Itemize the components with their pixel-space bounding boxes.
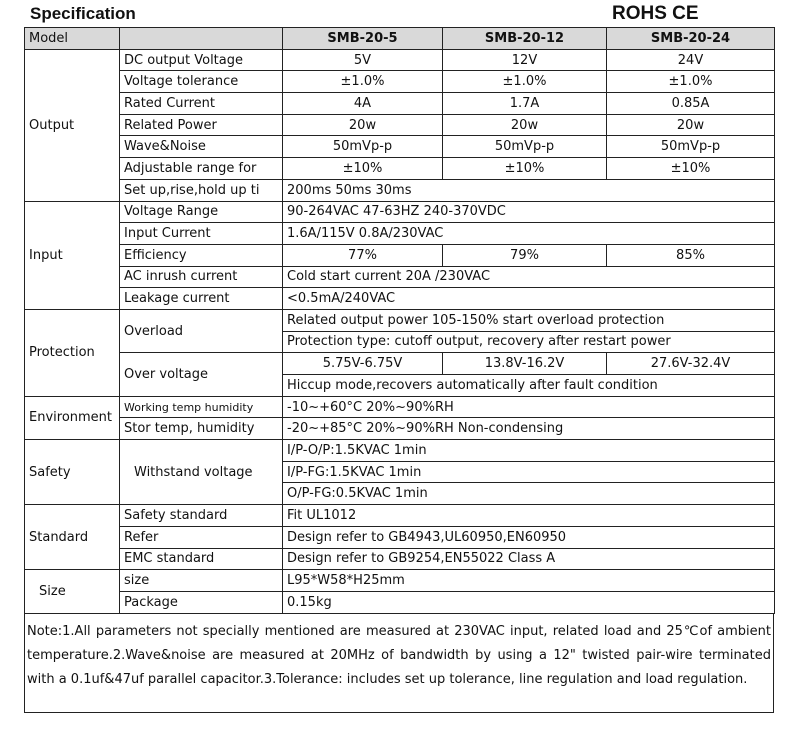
param-value: 200ms 50ms 30ms [283,179,775,201]
param-value: 0.85A [607,93,775,115]
param-value: 5.75V-6.75V [283,353,443,375]
table-row [25,570,775,592]
param-value: 77% [283,244,443,266]
param-value: Design refer to GB4943,UL60950,EN60950 [283,526,775,548]
notes: Note:1.All parameters not specially mentioned are measured at 230VAC input, related load and 25℃of ambient temperature.2.Wave&noise are measured at 20MHz of bandwidth by using a 12" twisted pair-wire terminated with a 0.1uf&47uf parallel capacitor.3.Tolerance: includes set up tolerance, line regulation and load regulation. [24,614,774,713]
table-row [25,93,775,115]
param-value: ±10% [283,158,443,180]
param-value: L95*W58*H25mm [283,570,775,592]
category-safety: Safety [25,440,120,505]
param-label: Working temp humidity [120,396,283,418]
table-row [25,309,775,331]
param-label: Stor temp, humidity [120,418,283,440]
param-label: Voltage tolerance [120,71,283,93]
param-label: EMC standard [120,548,283,570]
table-row [25,201,775,223]
table-row [25,136,775,158]
param-value: 20w [283,114,443,136]
param-label: Safety standard [120,505,283,527]
model-header: Model [25,28,120,50]
param-label: DC output Voltage [120,49,283,71]
param-label: AC inrush current [120,266,283,288]
category-size: Size [25,570,120,613]
table-row [25,548,775,570]
specification-table [24,27,775,614]
model-name: SMB-20-12 [443,28,607,50]
param-label: Refer [120,526,283,548]
table-row [25,49,775,71]
table-row [25,179,775,201]
param-label: Wave&Noise [120,136,283,158]
param-value: 50mVp-p [283,136,443,158]
table-row [25,440,775,462]
param-label: Input Current [120,223,283,245]
model-name: SMB-20-5 [283,28,443,50]
param-value: 24V [607,49,775,71]
param-label: Related Power [120,114,283,136]
table-row [25,158,775,180]
param-label: Over voltage [120,353,283,396]
param-label: Rated Current [120,93,283,115]
param-label: Adjustable range for [120,158,283,180]
param-value: O/P-FG:0.5KVAC 1min [283,483,775,505]
table-row [25,526,775,548]
param-value: 4A [283,93,443,115]
param-value: 90-264VAC 47-63HZ 240-370VDC [283,201,775,223]
param-value: Hiccup mode,recovers automatically after fault condition [283,375,775,397]
model-name: SMB-20-24 [607,28,775,50]
table-row [25,244,775,266]
param-value: -20~+85°C 20%~90%RH Non-condensing [283,418,775,440]
param-value: Cold start current 20A /230VAC [283,266,775,288]
table-header-row [25,28,775,50]
param-value: Fit UL1012 [283,505,775,527]
param-label: Voltage Range [120,201,283,223]
category-standard: Standard [25,505,120,570]
param-value: I/P-FG:1.5KVAC 1min [283,461,775,483]
category-output: Output [25,49,120,201]
param-label: Withstand voltage [120,440,283,505]
param-value: ±10% [607,158,775,180]
table-row [25,114,775,136]
param-value: 20w [443,114,607,136]
table-row [25,223,775,245]
param-label: Package [120,591,283,613]
page-title: Specification [30,4,136,23]
category-environment: Environment [25,396,120,439]
category-input: Input [25,201,120,309]
param-value: 13.8V-16.2V [443,353,607,375]
param-label: Leakage current [120,288,283,310]
param-value: 5V [283,49,443,71]
param-value: 20w [607,114,775,136]
param-value: Protection type: cutoff output, recovery after restart power [283,331,775,353]
param-label: Efficiency [120,244,283,266]
param-value: 27.6V-32.4V [607,353,775,375]
table-row [25,591,775,613]
param-value: Related output power 105-150% start overload protection [283,309,775,331]
table-row [25,418,775,440]
param-label: size [120,570,283,592]
table-row [25,353,775,375]
category-protection: Protection [25,309,120,396]
param-value: ±1.0% [443,71,607,93]
table-row [25,288,775,310]
param-value: ±10% [443,158,607,180]
table-row [25,505,775,527]
param-value: 50mVp-p [443,136,607,158]
param-value: ±1.0% [283,71,443,93]
param-value: I/P-O/P:1.5KVAC 1min [283,440,775,462]
table-row [25,71,775,93]
param-value: Design refer to GB9254,EN55022 Class A [283,548,775,570]
param-value: 0.15kg [283,591,775,613]
param-value: ±1.0% [607,71,775,93]
param-value: 85% [607,244,775,266]
table-row [25,266,775,288]
table-row [25,396,775,418]
blank-header [120,28,283,50]
certification-label: ROHS CE [612,3,699,24]
param-value: 12V [443,49,607,71]
param-value: 1.6A/115V 0.8A/230VAC [283,223,775,245]
param-value: <0.5mA/240VAC [283,288,775,310]
param-value: 1.7A [443,93,607,115]
param-value: -10~+60°C 20%~90%RH [283,396,775,418]
param-value: 50mVp-p [607,136,775,158]
param-value: 79% [443,244,607,266]
param-label: Set up,rise,hold up ti [120,179,283,201]
param-label: Overload [120,309,283,352]
